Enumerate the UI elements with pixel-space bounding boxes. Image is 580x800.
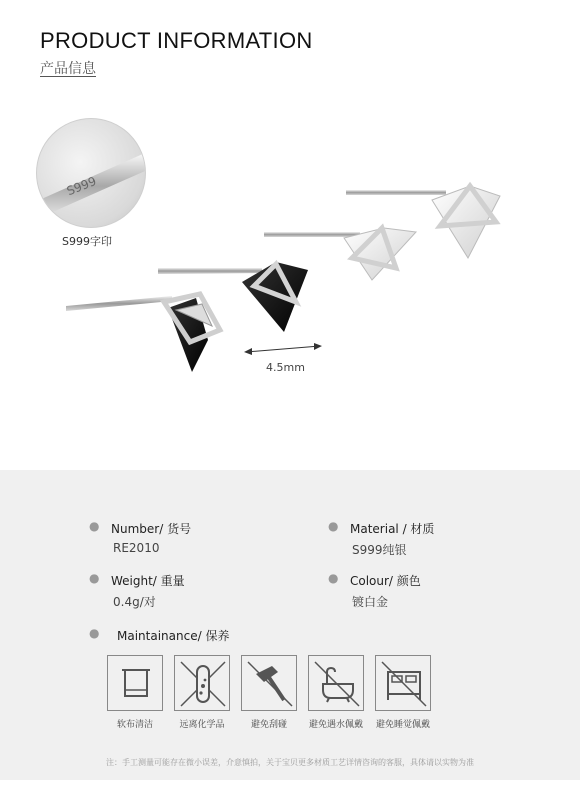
dimension-label: 4.5mm — [266, 361, 305, 374]
page-subtitle: 产品信息 — [40, 61, 96, 77]
spec-colour-label: Colour/ 颜色 — [350, 574, 421, 588]
care-label: 远离化学品 — [179, 720, 225, 730]
bullet-dot: ● — [89, 626, 100, 640]
page-title: PRODUCT INFORMATION — [40, 28, 313, 53]
care-label: 避免刮碰 — [250, 720, 287, 730]
care-item — [241, 655, 301, 730]
spec-panel — [0, 470, 580, 780]
bullet-dot: ● — [328, 571, 339, 585]
earrings-image — [0, 170, 580, 380]
spec-material — [328, 519, 435, 557]
spec-weight-value: 0.4g/对 — [113, 595, 156, 609]
towel-icon — [107, 655, 163, 711]
care-label: 避免睡觉佩戴 — [375, 720, 430, 730]
bathtub-icon — [308, 655, 364, 711]
bullet-dot: ● — [89, 571, 100, 585]
care-label: 软布清洁 — [116, 720, 153, 730]
earring-black-1 — [66, 294, 220, 372]
spec-colour-value: 镀白金 — [352, 595, 389, 609]
test-tube-icon — [174, 655, 230, 711]
spec-material-label: Material / 材质 — [350, 522, 435, 536]
spec-number-label: Number/ 货号 — [111, 522, 192, 536]
bullet-dot: ● — [89, 519, 100, 533]
care-item — [174, 655, 234, 730]
spec-weight-label: Weight/ 重量 — [111, 574, 185, 588]
bullet-dot: ● — [328, 519, 339, 533]
care-item — [107, 655, 167, 730]
footer-note: 注：手工测量可能存在微小误差，介意慎拍，关于宝贝更多材质工艺详情咨询的客服，具体请以实物为准 — [106, 758, 474, 767]
care-label: 避免遇水佩戴 — [308, 720, 363, 730]
spec-maintenance — [89, 626, 230, 644]
care-item — [308, 655, 368, 730]
spec-number-value: RE2010 — [113, 541, 160, 555]
spec-weight — [89, 571, 185, 609]
spec-number — [89, 519, 192, 555]
care-item — [375, 655, 435, 730]
spec-colour — [328, 571, 421, 609]
spec-maintenance-label: Maintainance/ 保养 — [117, 629, 230, 643]
bed-icon — [375, 655, 431, 711]
hammer-icon — [241, 655, 297, 711]
spec-material-value: S999纯银 — [352, 543, 407, 557]
stamp-label: S999字印 — [62, 235, 112, 248]
stamp-text: S999 — [64, 173, 99, 199]
dimension-arrow — [244, 343, 322, 355]
